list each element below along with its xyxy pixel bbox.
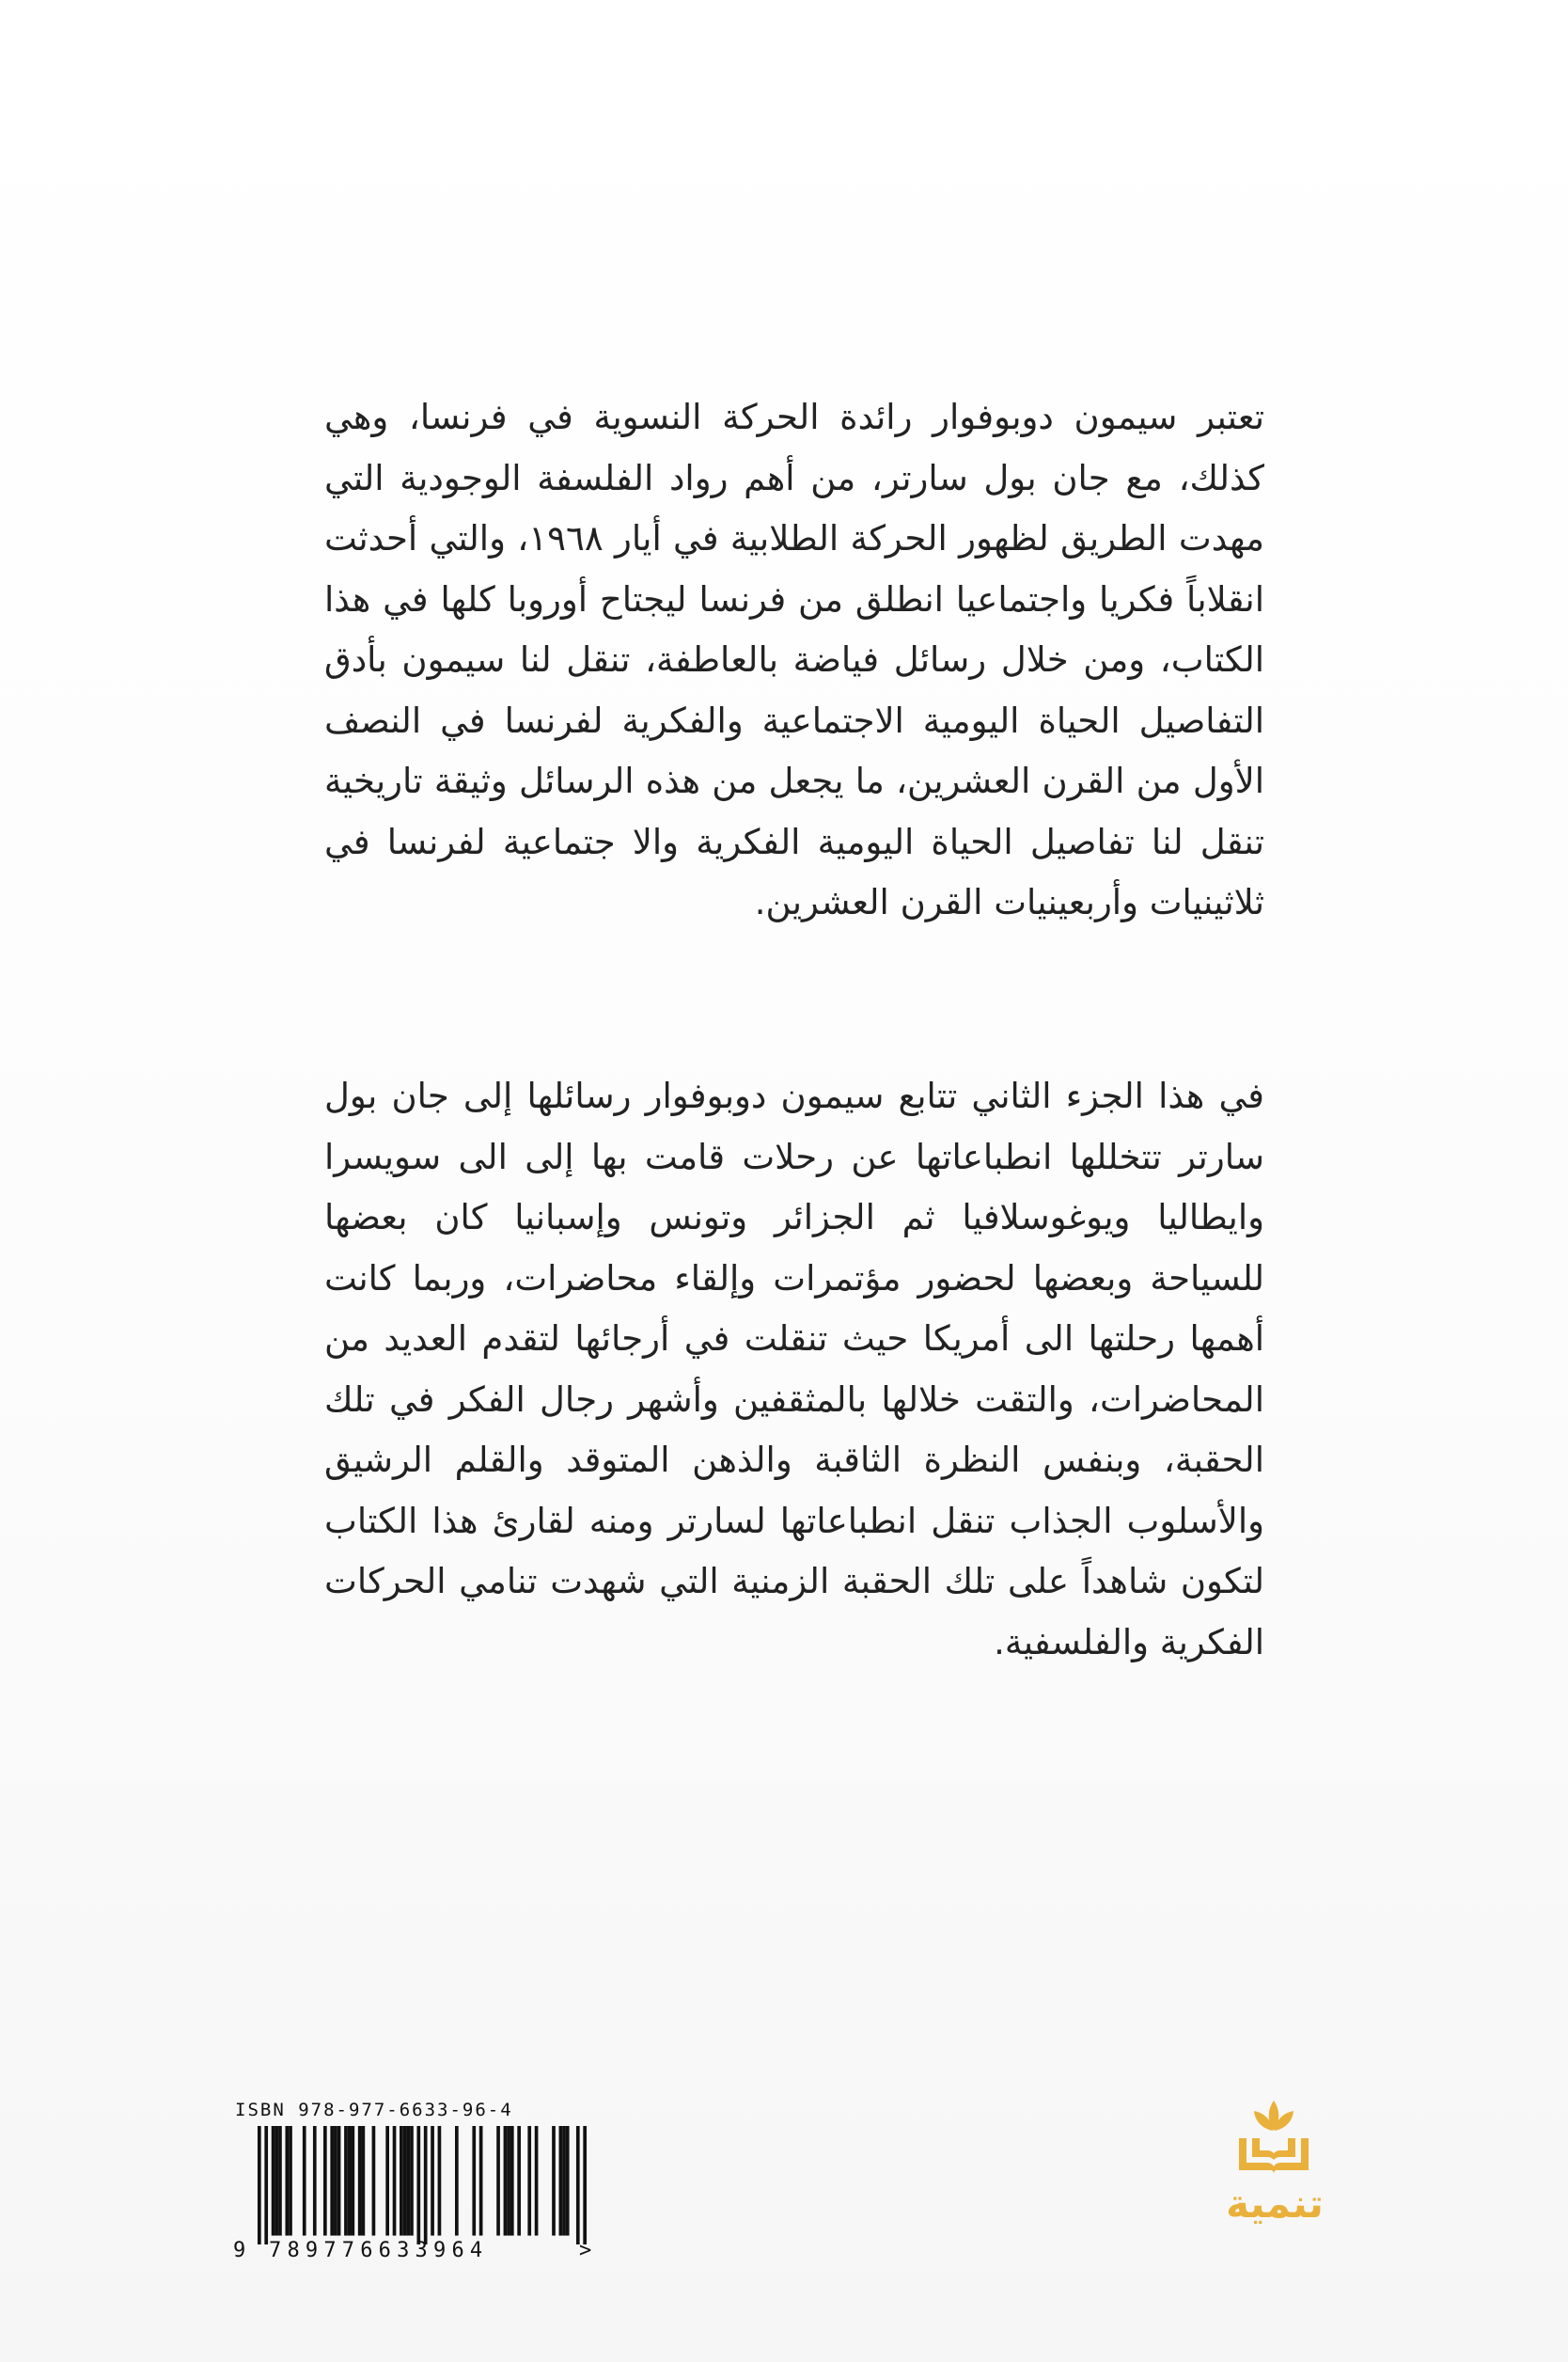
publisher-name: تنمية [1226, 2181, 1324, 2227]
barcode-bar [372, 2126, 376, 2236]
barcode-bar [358, 2126, 362, 2236]
barcode-bar [285, 2126, 289, 2236]
barcode-bar [393, 2126, 397, 2236]
barcode-bar [278, 2126, 282, 2236]
barcode-bar [562, 2126, 566, 2236]
barcode-bar [337, 2126, 341, 2236]
barcode-bar [344, 2126, 348, 2236]
ean-digits: 789776633964 [269, 2239, 489, 2262]
isbn-label: ISBN 978-977-6633-96-4 [235, 2100, 513, 2120]
barcode-bar [303, 2126, 306, 2236]
barcode-bar [552, 2126, 556, 2236]
barcode-bar [566, 2126, 570, 2236]
barcode-bar [424, 2126, 428, 2244]
barcode-bar [535, 2126, 539, 2236]
barcode-bar [416, 2126, 420, 2244]
barcode-bar [272, 2126, 275, 2236]
barcode-bar [323, 2126, 327, 2236]
barcode-bar [403, 2126, 407, 2236]
barcode-bar [527, 2126, 531, 2236]
barcode-bar [400, 2126, 403, 2236]
barcode-bar [455, 2126, 459, 2236]
publisher-logo [1218, 2093, 1331, 2244]
barcode-bar [351, 2126, 354, 2236]
barcode-bar [289, 2126, 292, 2236]
barcode-bar [504, 2126, 508, 2236]
barcode-bar [258, 2126, 261, 2244]
barcode-bar [576, 2126, 580, 2244]
blurb-paragraph-1: تعتبر سيمون دوبوفوار رائدة الحركة النسوية في فرنسا، وهي كذلك، مع جان بول سارتر، من أهم رواد الفلسفة الوجودية التي مهدت الطريق لظهور الحركة الطلابية في أيار ١٩٦٨، والتي أحدثت انقلاباً فكريا واجتماعيا انطلق من فرنسا ليجتاح أوروبا كلها في هذا الكتاب، ومن خلال رسائل فياضة بالعاطفة، تنقل لنا سيمون بأدق التفاصيل الحياة اليومية الاجتماعية والفكرية لفرنسا في النصف الأول من القرن العشرين، ما يجعل من هذه الرسائل وثيقة تاريخية تنقل لنا تفاصيل الحياة اليومية الفكرية والا جتماعية لفرنسا في ثلاثينيات وأربعينيات القرن العشرين. [324, 397, 1264, 922]
barcode-bar [410, 2126, 414, 2236]
barcode-bar [507, 2126, 510, 2236]
ean-arrow: > [579, 2239, 592, 2262]
barcode-bar [559, 2126, 563, 2236]
barcode-bar [334, 2126, 337, 2236]
barcode-bar [264, 2126, 268, 2244]
barcode-bar [330, 2126, 334, 2236]
ean-first-digit: 9 [233, 2239, 246, 2262]
barcode-bar [438, 2126, 442, 2236]
barcode-bar [496, 2126, 500, 2236]
barcode-bar [362, 2126, 366, 2236]
barcode-bar [517, 2126, 521, 2236]
barcode-bar [348, 2126, 352, 2236]
barcode-bar [583, 2126, 587, 2244]
barcode-bar [472, 2126, 476, 2236]
open-book-leaf-icon [1231, 2093, 1316, 2178]
barcode-bar [406, 2126, 410, 2236]
barcode-bar [431, 2126, 434, 2236]
barcode-bar [510, 2126, 514, 2236]
barcode-icon [258, 2126, 587, 2244]
isbn-barcode-block [231, 2100, 598, 2274]
barcode-bar [313, 2126, 317, 2236]
blurb-paragraph-2: في هذا الجزء الثاني تتابع سيمون دوبوفوار رسائلها إلى جان بول سارتر تتخللها انطباعاتها عن رحلات قامت بها إلى الى سويسرا وايطاليا ويوغوسلافيا ثم الجزائر وتونس وإسبانيا كان بعضها للسياحة وبعضها لحضور مؤتمرات وإلقاء محاضرات، وربما كانت أهمها رحلتها الى أمريكا حيث تنقلت في أرجائها لتقدم العديد من المحاضرات، والتقت خلالها بالمثقفين وأشهر رجال الفكر في تلك الحقبة، وبنفس النظرة الثاقبة والذهن المتوقد والقلم الرشيق والأسلوب الجذاب تنقل انطباعاتها لسارتر ومنه لقارئ هذا الكتاب لتكون شاهداً على تلك الحقبة الزمنية التي شهدت تنامي الحركات الفكرية والفلسفية. [324, 1076, 1264, 1662]
barcode-bar [479, 2126, 483, 2236]
barcode-bar [385, 2126, 389, 2236]
barcode-bar [274, 2126, 278, 2236]
